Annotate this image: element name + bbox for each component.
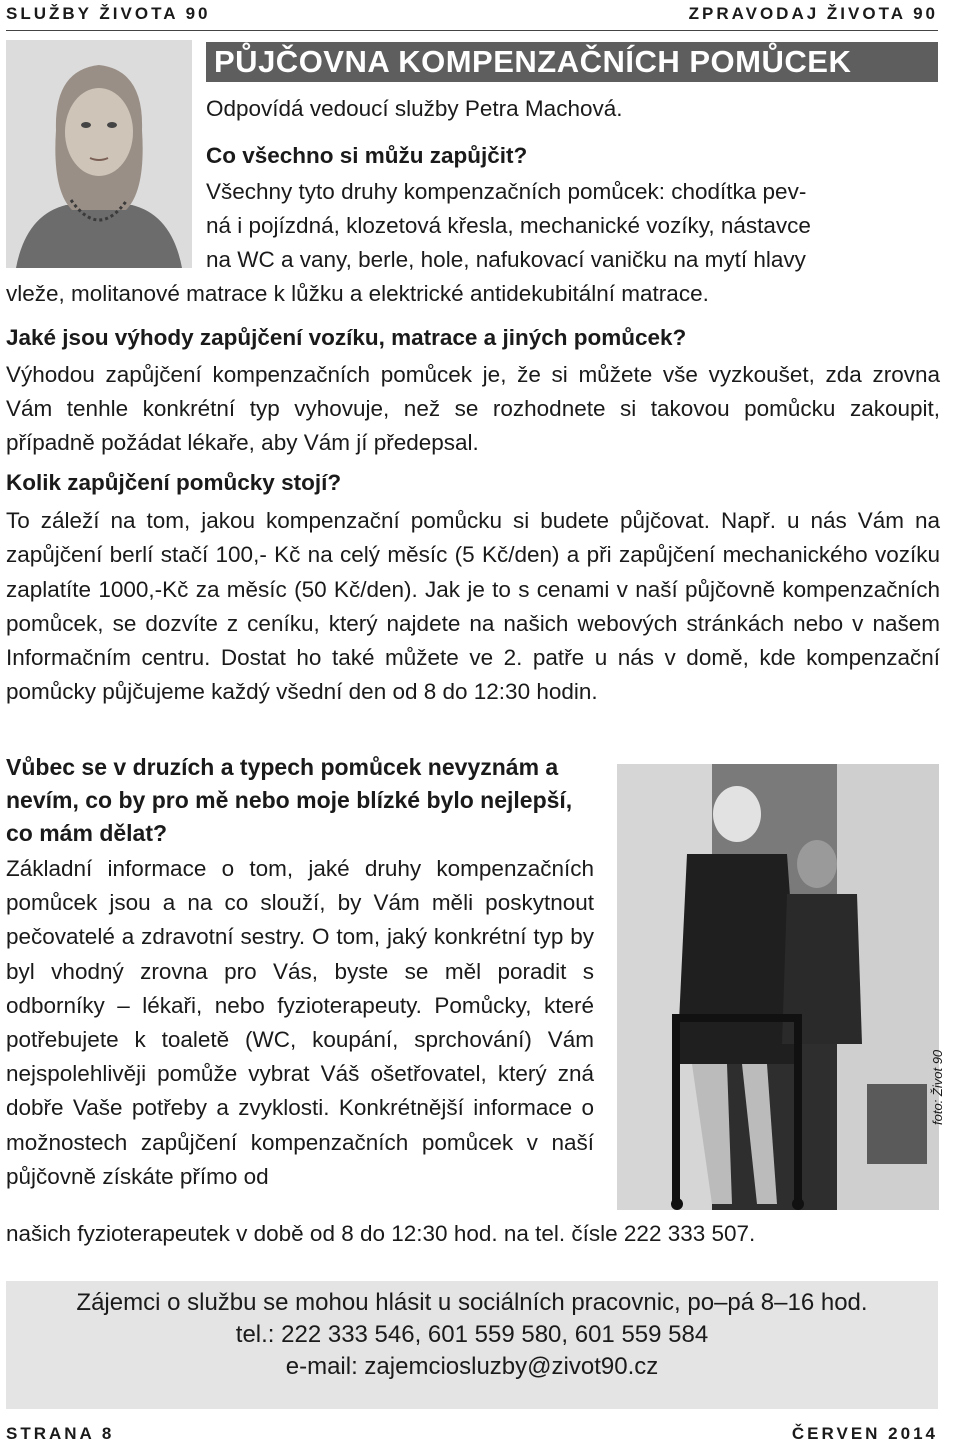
contact-phone: tel.: 222 333 546, 601 559 580, 601 559 584: [235, 1321, 709, 1348]
header-rule: [6, 30, 938, 31]
question-3: Kolik zapůjčení pomůcky stojí?: [6, 470, 342, 495]
answer-4: Základní informace o tom, jaké druhy kompenzačních pomůcek jsou a na co slouží, by Vám měli poskytnout pečovatelé a zdravotní sestry. O tom, jaký konkrétní typ by byl vhodný zrovna pro Vás, byste se měl poradit s odborníky – lékaři, nebo fyzioterapeuty. Pomůcky, které potřebujete k toaletě (WC, koupání, sprchování) Vám nejspolehlivěji pomůže vybrat Váš ošetřovatel, který zná dobře Vaše potřeby a zvyklosti. Konkrétnější informace o možnostech zapůjčení kompenzačních pomůcek v naší půjčovně získáte přímo od: [6, 856, 594, 1189]
walker-photo: [617, 764, 939, 1210]
answer-1-line-2: ná i pojízdná, klozetová křesla, mechanické vozíky, nástavce: [206, 213, 811, 238]
question-2: Jaké jsou výhody zapůjčení vozíku, matrace a jiných pomůcek?: [6, 325, 687, 350]
answer-4-last-line: našich fyzioterapeutek v době od 8 do 12:30 hod. na tel. čísle 222 333 507.: [6, 1221, 756, 1246]
answer-2: Výhodou zapůjčení kompenzačních pomůcek je, že si můžete vše vyzkoušet, zda zrovna Vám tenhle konkrétní typ vyhovuje, než se rozhodnete si takovou pomůcku zakoupit, případně požádat lékaře, aby Vám jí předepsal.: [6, 362, 940, 455]
photo-credit: foto: Život 90: [930, 1049, 945, 1125]
issue-date: ČERVEN 2014: [791, 1424, 938, 1443]
question-4: Vůbec se v druzích a typech pomůcek nevyznám a nevím, co by pro mě nebo moje blízké bylo nejlepší, co mám dělat?: [6, 754, 573, 846]
answer-1-line-1: Všechny tyto druhy kompenzačních pomůcek: chodítka pev-: [206, 179, 807, 204]
page-header: [0, 0, 960, 28]
answer-3: To záleží na tom, jakou kompenzační pomůcku si budete půjčovat. Např. u nás Vám na zapůjčení berlí stačí 100,- Kč na celý měsíc (5 Kč/den) a při zapůjčení mechanického vozíku zaplatíte 1000,-Kč za měsíc (50 Kč/den). Jak je to s cenami v naší půjčovně kompenzačních pomůcek, se dozvíte z ceníku, který najdete na našich webových stránkách nebo v našem Informačním centru. Dostat ho také můžete ve 2. patře u nás v domě, kde kompenzační pomůcky půjčujeme každý všední den od 8 do 12:30 hodin.: [6, 508, 940, 705]
contact-box: [6, 1281, 938, 1409]
answer-1-line-4: vleže, molitanové matrace k lůžku a elektrické antidekubitální matrace.: [6, 281, 709, 306]
answer-1-line-3: na WC a vany, berle, hole, nafukovací vaničku na mytí hlavy: [206, 247, 806, 272]
page-number: STRANA 8: [6, 1424, 115, 1443]
article-title: PŮJČOVNA KOMPENZAČNÍCH POMŮCEK: [206, 42, 938, 82]
portrait-photo: [6, 40, 192, 268]
header-publication-name: ZPRAVODAJ ŽIVOTA 90: [688, 4, 938, 23]
portrait-illustration: [6, 40, 192, 268]
article-intro: Odpovídá vedoucí služby Petra Machová.: [206, 96, 623, 121]
question-1: Co všechno si můžu zapůjčit?: [206, 143, 528, 168]
header-section-name: SLUŽBY ŽIVOTA 90: [6, 4, 211, 23]
contact-line-1: Zájemci o službu se mohou hlásit u sociálních pracovnic, po–pá 8–16 hod.: [76, 1289, 868, 1316]
walker-illustration: [617, 764, 939, 1210]
contact-email: e-mail: zajemciosluzby@zivot90.cz: [285, 1353, 659, 1380]
